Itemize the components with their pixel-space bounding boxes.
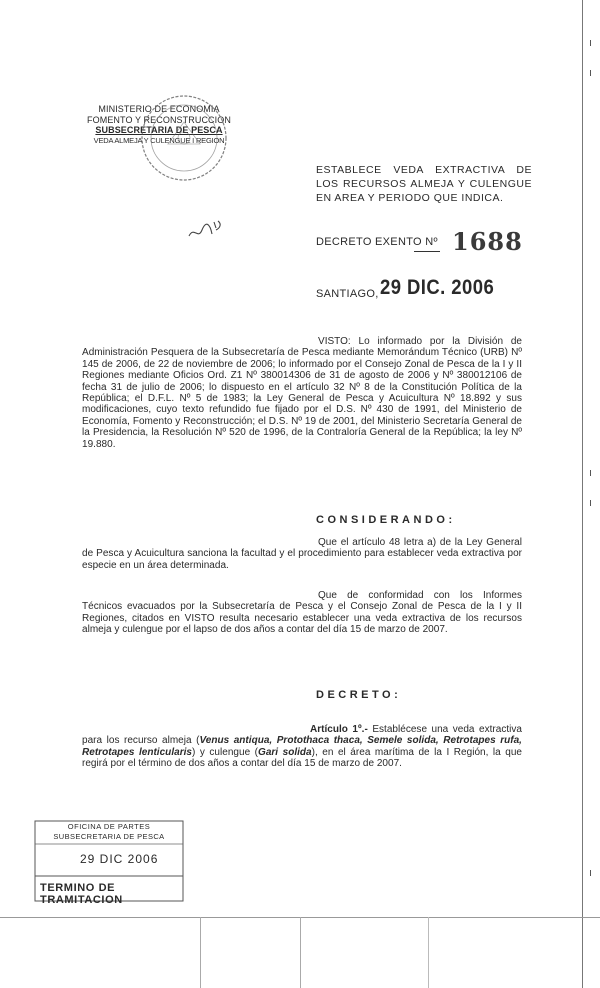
- stamp-office: OFICINA DE PARTES: [67, 822, 151, 831]
- article-1-text-c: ), en el área marítima de la I Región, la que regirá por el término de dos años a contar del día 15 de marzo de 2007.: [82, 746, 522, 770]
- scan-edge-line: [582, 0, 583, 988]
- decree-date: 29 DIC. 2006: [380, 276, 495, 299]
- visto-lead: VISTO:: [318, 336, 351, 347]
- file-reference: VEDA ALMEJA Y CULENGUE I REGION: [93, 135, 225, 145]
- ministry-subtitle: FOMENTO Y RECONSTRUCCION: [87, 114, 231, 125]
- official-seal-icon: [138, 92, 230, 184]
- subsecretaria-name: SUBSECRETARIA DE PESCA: [95, 125, 223, 135]
- article-1-text-a: Establécese una veda extractiva para los recurso almeja (: [82, 724, 522, 747]
- visto-text: Lo informado por la División de Administración Pesquera de la Subsecretaría de Pesca mediante Memorándum Técnico (URB) Nº 145 de 2006, de 22 de noviembre de 2006; lo informado por el Consejo Zonal de Pesca de la I y II Regiones mediante Oficios Ord. Z1 Nº 380014306 de 31 de agosto de 2006 y Nº 380012106 de fecha 31 de julio de 2006; lo dispuesto en el artículo 32 Nº 8 de la Constitución Política de la República; el D.F.L. Nº 5 de 1983; la Ley General de Pesca y Acuicultura Nº 18.892 y sus modificaciones, cuyo texto refundido fue fijado por el D.S. Nº 430 de 1991, del Ministerio de Economía, Fomento y Reconstrucción; el D.S. Nº 19 de 2001, del Ministerio Secretaría General de la Presidencia, la Resolución Nº 520 de 1996, de la Contraloría General de la República; la ley Nº 19.880.: [82, 336, 522, 450]
- margin-tick: [590, 70, 591, 76]
- decree-number-underline: [414, 251, 440, 252]
- margin-tick: [590, 500, 591, 506]
- ministry-name: MINISTERIO DE ECONOMIA: [98, 104, 220, 114]
- decree-subject: ESTABLECE VEDA EXTRACTIVA DE LOS RECURSOS ALMEJA Y CULENGUE EN AREA Y PERIODO QUE INDICA.: [316, 164, 532, 204]
- considerando-heading: CONSIDERANDO:: [316, 514, 456, 526]
- visto-paragraph: [82, 336, 522, 450]
- considerando-item-2-text: Que de conformidad con los Informes Técnicos evacuados por la Subsecretaría de Pesca y el Consejo Zonal de Pesca de la I y II Regiones, citados en VISTO resulta necesario establecer una veda extractiva de los recursos almeja y culengue por el lapso de dos años a contar del día 15 de marzo de 2007.: [82, 590, 522, 636]
- margin-tick: [590, 40, 591, 46]
- considerando-item-2: [82, 590, 522, 636]
- decree-number-label: DECRETO EXENTO Nº: [316, 236, 438, 248]
- stamp-date: 29 DIC 2006: [80, 852, 159, 866]
- stamp-status: TERMINO DE TRAMITACION: [40, 882, 123, 906]
- decree-number: 1688: [452, 227, 523, 256]
- article-1-text-b: ) y culengue (: [192, 746, 259, 758]
- office-stamp: [34, 820, 184, 906]
- handwritten-mark-icon: [186, 218, 226, 244]
- considerando-item-1-text: Que el artículo 48 letra a) de la Ley General de Pesca y Acuicultura sanciona la facultad y el procedimiento para establecer veda extractiva por especie en un área determinada.: [82, 537, 522, 571]
- fold-line-vertical: [300, 917, 301, 988]
- stamp-subsecretaria: SUBSECRETARIA DE PESCA: [53, 832, 165, 841]
- species-culengue: Gari solida: [258, 746, 312, 758]
- margin-tick: [590, 870, 591, 876]
- article-1-label: Artículo 1º.-: [310, 724, 368, 735]
- fold-line-vertical: [200, 917, 201, 988]
- decreto-heading: DECRETO:: [316, 689, 402, 701]
- article-1: [82, 724, 522, 770]
- margin-tick: [590, 470, 591, 476]
- species-almeja: Venus antiqua, Protothaca thaca, Semele solida, Retrotapes rufa, Retrotapes lenticularis: [82, 735, 522, 758]
- fold-line-vertical: [428, 917, 429, 988]
- decree-place: SANTIAGO,: [316, 288, 379, 300]
- considerando-item-1: [82, 537, 522, 571]
